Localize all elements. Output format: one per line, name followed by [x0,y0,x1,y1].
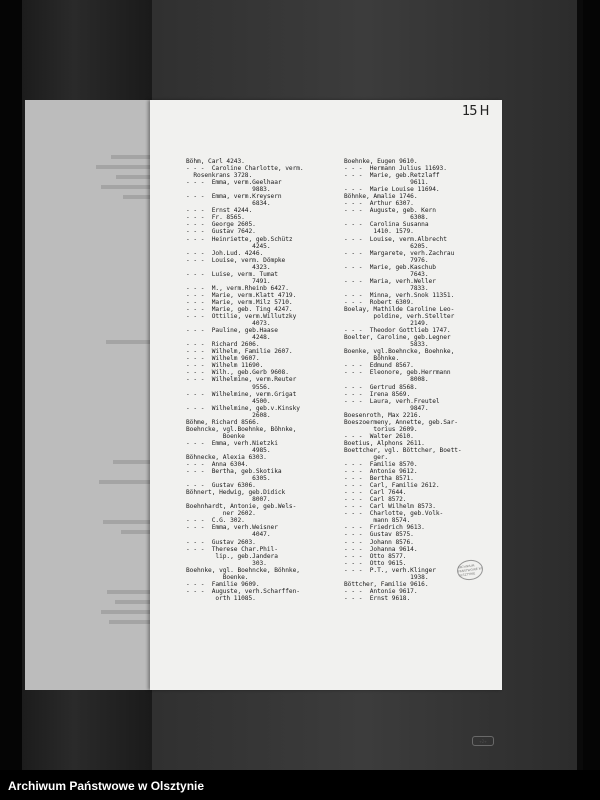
index-entry-line: 4248. [186,334,271,342]
index-entry-line: - - - Pauline, geb.Haase [186,327,278,335]
index-entry-line: - - - Louise, verm.Albrecht [344,235,447,243]
index-entry-line: Boehnke, vgl. Boehncke, Böhnke, [186,566,300,574]
index-entry-line: - - - Carl 7644. [344,489,407,497]
index-entry-line: - - - Gustav 8575. [344,531,414,539]
index-entry-line: - - - C.G. 302. [186,517,245,525]
index-entry-line: - - - Gertrud 8568. [344,383,418,391]
index-entry-line: 2149. [344,320,429,328]
index-entry-line: Böhnke, Amalie 1746. [344,193,418,201]
index-entry-line: - - - Familie 9609. [186,580,260,588]
index-entry-line: 7976. [344,256,429,264]
index-entry-line: 7491. [186,277,271,285]
index-entry-line: - - - Maria, verh.Weller [344,277,436,285]
index-entry-line: Boesenroth, Max 2216. [344,411,422,419]
footer-bar [0,770,600,800]
index-entry-line: Boehncke, vgl.Boehnke, Böhnke, [186,425,297,433]
index-column-right [344,158,502,602]
index-entry-line: - - - Bertha 8571. [344,475,414,483]
index-entry-line: - - - Wilhelmine, geb.v.Kinsky [186,404,300,412]
index-entry-line: 2608. [186,411,271,419]
index-entry-line: ger. [344,453,389,461]
index-entry-line: - - - Otto 9615. [344,559,407,567]
index-entry-line: Böhnert, Hedwig, geb.Didick [186,489,286,497]
index-entry-line: - - - Otto 8577. [344,552,407,560]
index-entry-line: - - - Louise, verm. Dömpke [186,256,286,264]
index-entry-line: - - - Wilhelm, Familie 2607. [186,348,293,356]
index-entry-line: - - - Carl 8572. [344,496,407,504]
index-entry-line: lip., geb.Jandera [186,552,278,560]
index-entry-line: Böhnecke, Alexia 6303. [186,453,267,461]
film-edge [577,0,583,770]
index-entry-line: - - - Wilh., geb.Gerb 9608. [186,369,289,377]
index-entry-line: - - - Caroline Charlotte, verm. [186,165,304,173]
index-entry-line: - - - Gustav 2603. [186,538,256,546]
index-entry-line: 6834. [186,200,271,208]
index-entry-line: - - - Irena 8569. [344,390,411,398]
index-entry-line: 6205. [344,242,429,250]
archive-name: Archiwum Państwowe w Olsztynie [8,779,205,793]
index-entry-line: - - - Bertha, geb.Skotika [186,468,282,476]
index-entry-line: - - - Johann 8576. [344,538,414,546]
index-entry-line: 7833. [344,284,429,292]
index-entry-line: - - - George 2605. [186,221,256,229]
index-entry-line: mann 8574. [344,517,411,525]
index-entry-line: - - - Hermann Julius 11693. [344,165,447,173]
index-entry-line: - - - Familie 8570. [344,461,418,469]
index-entry-line: - - - Laura, verh.Freutel [344,397,440,405]
index-entry-line: Boelay, Mathilde Caroline Leo- [344,305,455,313]
index-entry-line: 303. [186,559,267,567]
index-entry-line: orth 11085. [186,594,256,602]
index-entry-line: 4047. [186,531,271,539]
index-entry-line: - - - P.T., verh.Klinger [344,566,436,574]
index-entry-line: - - - Antonie 9617. [344,587,418,595]
index-entry-line: 9847. [344,404,429,412]
index-card [150,100,502,744]
index-entry-line: - - - Gustav 7642. [186,228,256,236]
index-entry-line: - - - Carl, Familie 2612. [344,482,440,490]
index-entry-line: Boetius, Alphons 2611. [344,439,425,447]
index-entry-line: Böhme, Richard 8566. [186,418,260,426]
index-entry-line: - - - Joh.Lud. 4246. [186,249,264,257]
index-entry-line: - - - Wilhelmine, verm.Grigat [186,390,297,398]
index-entry-line: 8007. [186,496,271,504]
index-entry-line: - - - Marie, geb.Kaschub [344,263,436,271]
index-entry-line: - - - Marie, verm.Klatt 4719. [186,291,297,299]
index-entry-line: - - - Emma, verm.Kreysern [186,193,282,201]
index-entry-line: - - - Marie, verm.Milz 5710. [186,298,293,306]
index-entry-line: - - - Ottilie, verm.Willutzky [186,313,297,321]
index-entry-line: - - - Johanna 9614. [344,545,418,553]
index-entry-line: Böhnke. [344,355,400,363]
index-entry-line: - - - Auguste, geb. Kern [344,207,436,215]
index-entry-line: Boettcher, vgl. Böttcher, Boett- [344,446,462,454]
index-entry-line: - - - Luise, verm. Tumat [186,270,278,278]
index-entry-line: - - - Auguste, verh.Scharffen- [186,587,300,595]
index-entry-line: - - - Fr. 8565. [186,214,245,222]
index-entry-line: 8008. [344,376,429,384]
index-entry-line: 9611. [344,179,429,187]
index-entry-line: - - - Ernst 4244. [186,207,253,215]
index-entry-line: - - - Margarete, verh.Zachrau [344,249,455,257]
index-entry-line: 7643. [344,270,429,278]
index-entry-line: - - - Eleonore, geb.Herrmann [344,369,451,377]
index-entry-line: - - - Arthur 6307. [344,200,414,208]
index-entry-line: torius 2609. [344,425,418,433]
index-entry-line: Boehnhardt, Antonie, geb.Wels- [186,503,297,511]
index-entry-line: 4073. [186,320,271,328]
index-entry-line: - - - Emma, verh.Weisner [186,524,278,532]
index-entry-line: Boehnke, Eugen 9610. [344,158,418,165]
index-entry-line: Boenke [186,432,245,440]
index-entry-line: - - - M., verm.Rheinb 6427. [186,284,289,292]
index-entry-line: - - - Wilhelm 9607. [186,355,260,363]
index-entry-line: 1938. [344,573,429,581]
index-entry-line: - - - Ernst 9618. [344,594,411,602]
index-entry-line: Boelter, Caroline, geb.Legner [344,334,451,342]
index-column-left [186,158,348,602]
index-entry-line: - - - Carl Wilhelm 8573. [344,503,436,511]
index-entry-line: 5833. [344,341,429,349]
index-entry-line: - - - Charlotte, geb.Volk- [344,510,444,518]
index-entry-line: - - - Marie, geb. Ting 4247. [186,305,293,313]
index-entry-line: - - - Friedrich 9613. [344,524,425,532]
index-entry-line: - - - Carolina Susanna [344,221,429,229]
index-entry-line: 4245. [186,242,271,250]
index-entry-line: - - - Therese Char.Phil- [186,545,278,553]
index-entry-line: poldine, verh.Stellter [344,313,455,321]
page-number: 15 H [462,104,489,119]
index-entry-line: - - - Robert 6309. [344,298,414,306]
index-entry-line: - - - Marie, geb.Retzlaff [344,172,440,180]
index-entry-line: - - - Edmund 8567. [344,362,414,370]
index-entry-line: - - - Theodor Gottlieb 1747. [344,327,451,335]
index-entry-line: Rosenkrans 3728. [186,172,253,180]
index-entry-line: Boenke. [186,573,249,581]
index-entry-line: 4985. [186,446,271,454]
index-entry-line: 9556. [186,383,271,391]
index-entry-line: - - - Gustav 6306. [186,482,256,490]
index-entry-line: Boeszoermeny, Annette, geb.Sar- [344,418,458,426]
index-entry-line: - - - Anna 6304. [186,461,249,469]
underlying-index-card [25,100,155,690]
index-entry-line: 6308. [344,214,429,222]
index-entry-line: - - - Heinriette, geb.Schütz [186,235,293,243]
index-entry-line: - - - Antonie 9612. [344,468,418,476]
index-entry-line: 4500. [186,397,271,405]
index-entry-line: - - - Wilhelm 11690. [186,362,264,370]
index-entry-line: - - - Emma, verh.Nietzki [186,439,278,447]
index-entry-line: ner 2602. [186,510,256,518]
index-entry-line: 6305. [186,475,271,483]
index-entry-line: - - - Walter 2610. [344,432,414,440]
index-entry-line: - - - Richard 2606. [186,341,260,349]
index-entry-line: - - - Wilhelmine, verm.Reuter [186,376,297,384]
index-entry-line: Boenke, vgl.Boehncke, Boehnke, [344,348,455,356]
index-entry-line: 9883. [186,186,271,194]
index-entry-line: Böttcher, Familie 9616. [344,580,429,588]
index-entry-line: 4323. [186,263,271,271]
index-entry-line: - - - Marie Louise 11694. [344,186,440,194]
index-entry-line: Böhm, Carl 4243. [186,158,245,165]
index-entry-line: - - - Emma, verm.Geelhaar [186,179,282,187]
archive-stamp-text: ARCHIWUM PAŃSTWOWE W OLSZTYNIE [457,563,482,578]
corner-stamp: +2+ [472,736,494,746]
index-entry-line: 1410. 1579. [344,228,414,236]
index-entry-line: - - - Minna, verh.Snok 11351. [344,291,455,299]
